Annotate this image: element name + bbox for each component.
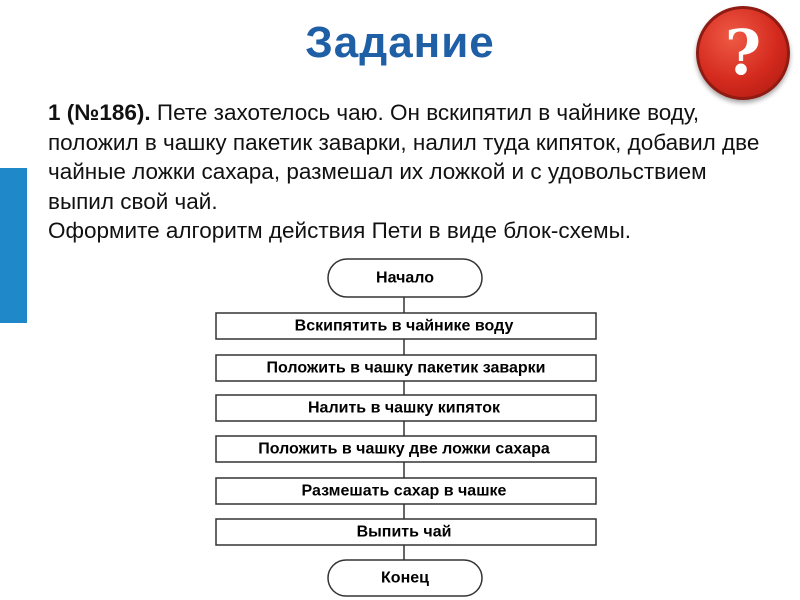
question-icon[interactable]: ? xyxy=(696,6,790,100)
step-label: Вскипятить в чайнике воду xyxy=(294,317,514,335)
task-instruction: Оформите алгоритм действия Пети в виде блок-схемы. xyxy=(48,218,632,243)
step-label: Положить в чашку пакетик заварки xyxy=(266,359,546,377)
flowchart-step xyxy=(216,478,596,504)
start-label: Начало xyxy=(376,269,434,287)
flowchart-end xyxy=(328,560,482,596)
flowchart-start xyxy=(328,259,482,297)
end-label: Конец xyxy=(381,569,429,587)
step-label: Выпить чай xyxy=(356,523,452,541)
flowchart-step xyxy=(216,436,596,462)
step-label: Налить в чашку кипяток xyxy=(308,399,500,417)
step-label: Положить в чашку две ложки сахара xyxy=(258,440,550,458)
task-number: 1 (№186). xyxy=(48,100,151,125)
slide-title: Задание xyxy=(305,18,495,67)
step-label: Размешать сахар в чашке xyxy=(301,482,507,500)
flowchart-step xyxy=(216,355,596,381)
task-description: Пете захотелось чаю. Он вскипятил в чайнике воду, положил в чашку пакетик заварки, налил туда кипяток, добавил две чайные ложки сахара, размешал их ложкой и с удовольствием выпил свой чай. xyxy=(48,100,760,214)
flowchart-step xyxy=(216,313,596,339)
flowchart-step xyxy=(216,519,596,545)
flowchart-step xyxy=(216,395,596,421)
